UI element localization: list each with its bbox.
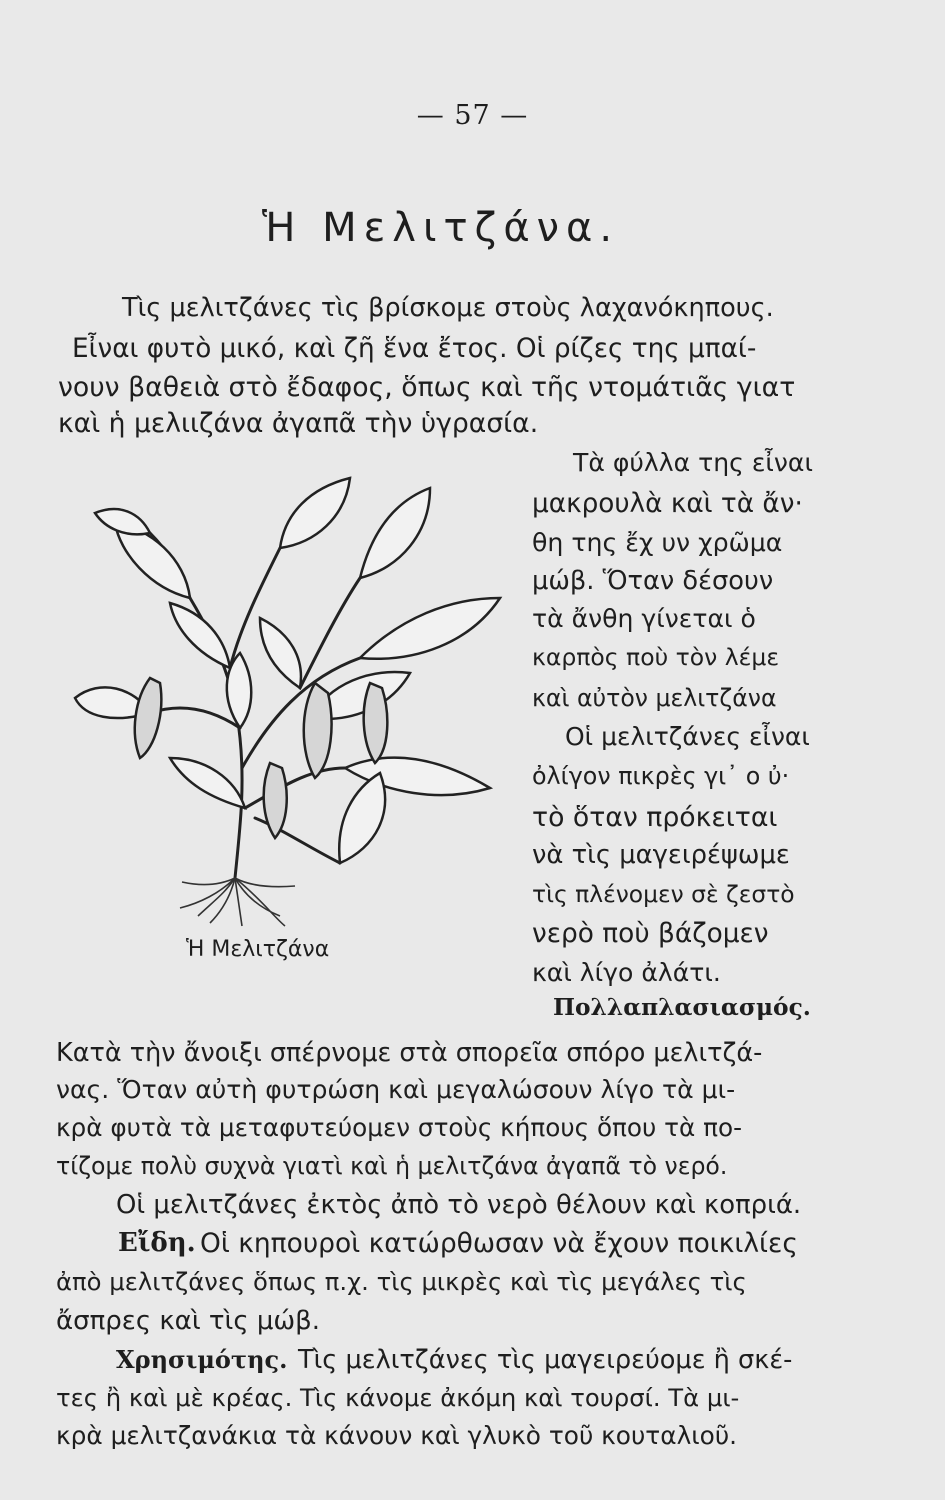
text-line: καὶ ἡ μελιιζάνα ἀγαπᾶ τὴν ὑγρασία. [58, 408, 539, 439]
figure-caption: Ἡ Μελιτζάνα [186, 937, 330, 962]
text-line: κρὰ μελιτζανάκια τὰ κάνουν καὶ γλυκὸ τοῦ κουταλιοῦ. [56, 1421, 738, 1450]
text-line: Εἶναι φυτὸ μικό, καὶ ζῆ ἕνα ἔτος. Οἱ ρίζες της μπαί- [72, 334, 757, 364]
text-line: Τὰ φύλλα της εἶναι [573, 448, 813, 477]
text-line: τὶς πλένομεν σὲ ζεστὸ [532, 880, 795, 908]
text-line: τες ἢ καὶ μὲ κρέας. Τὶς κάνομε ἀκόμη καὶ τουρσί. Τὰ μι- [56, 1383, 740, 1412]
text-line: κρὰ φυτὰ τὰ μεταφυτεύομεν στοὺς κήπους ὅπου τὰ πο- [56, 1113, 743, 1142]
section-heading: Εἴδη. [118, 1228, 196, 1258]
section-heading: Πολλαπλασιασμός. [553, 994, 811, 1021]
text-line: Τὶς μελιτζάνες τὶς βρίσκομε στοὺς λαχανόκηπους. [122, 293, 774, 323]
text-line: τὸ ὅταν πρόκειται [532, 802, 778, 833]
text-line: νερὸ ποὺ βάζομεν [532, 918, 769, 949]
text-line: ἄσπρες καὶ τὶς μώβ. [56, 1306, 321, 1336]
section-heading: Χρησιμότης. [116, 1345, 288, 1374]
text-line: Χρησιμότης. Τὶς μελιτζάνες τὶς μαγειρεύομε ἢ σκέ- [116, 1345, 793, 1375]
text-line: νας. Ὅταν αὐτὴ φυτρώση καὶ μεγαλώσουν λίγο τὰ μι- [56, 1075, 736, 1104]
text-line: Οἱ μελιτζάνες ἐκτὸς ἀπὸ τὸ νερὸ θέλουν καὶ κοπριά. [116, 1190, 802, 1220]
text-line: νουν βαθειὰ στὸ ἔδαφος, ὅπως καὶ τῆς ντομάτιᾶς γιατ [58, 372, 796, 403]
text-line: τὰ ἄνθη γίνεται ὁ [532, 604, 756, 633]
text-line: ἀπὸ μελιτζάνες ὅπως π.χ. τὶς μικρὲς καὶ τὶς μεγάλες τὶς [56, 1267, 747, 1296]
text-line: καὶ αὐτὸν μελιτζάνα [532, 684, 777, 712]
text-line: νὰ τὶς μαγειρέψωμε [532, 840, 790, 870]
text-line: μακρουλὰ καὶ τὰ ἄν· [532, 489, 803, 519]
page-number: — 57 — [416, 100, 529, 131]
text-line: θη της ἔχ υν χρῶμα [532, 528, 783, 557]
text-line: ὀλίγον πικρὲς γι᾽ ο ὐ· [532, 762, 790, 790]
text-line: Εἴδη. Οἱ κηπουροὶ κατώρθωσαν νὰ ἔχουν ποικιλίες [118, 1228, 798, 1259]
text-line: μώβ. Ὅταν δέσουν [532, 566, 774, 596]
text-line: καρπὸς ποὺ τὸν λέμε [532, 643, 780, 671]
text-line: τίζομε πολὺ συχνὰ γιατὶ καὶ ἡ μελιτζάνα ἀγαπᾶ τὸ νερό. [56, 1152, 728, 1180]
text-line: καὶ λίγο ἀλάτι. [532, 958, 721, 987]
text-line: Οἱ μελιτζάνες εἶναι [565, 722, 810, 751]
page-title: Ἡ Μελιτζάνα. [262, 205, 620, 251]
text-line: Κατὰ τὴν ἄνοιξι σπέρνομε στὰ σπορεῖα σπόρο μελιτζά- [56, 1038, 763, 1068]
